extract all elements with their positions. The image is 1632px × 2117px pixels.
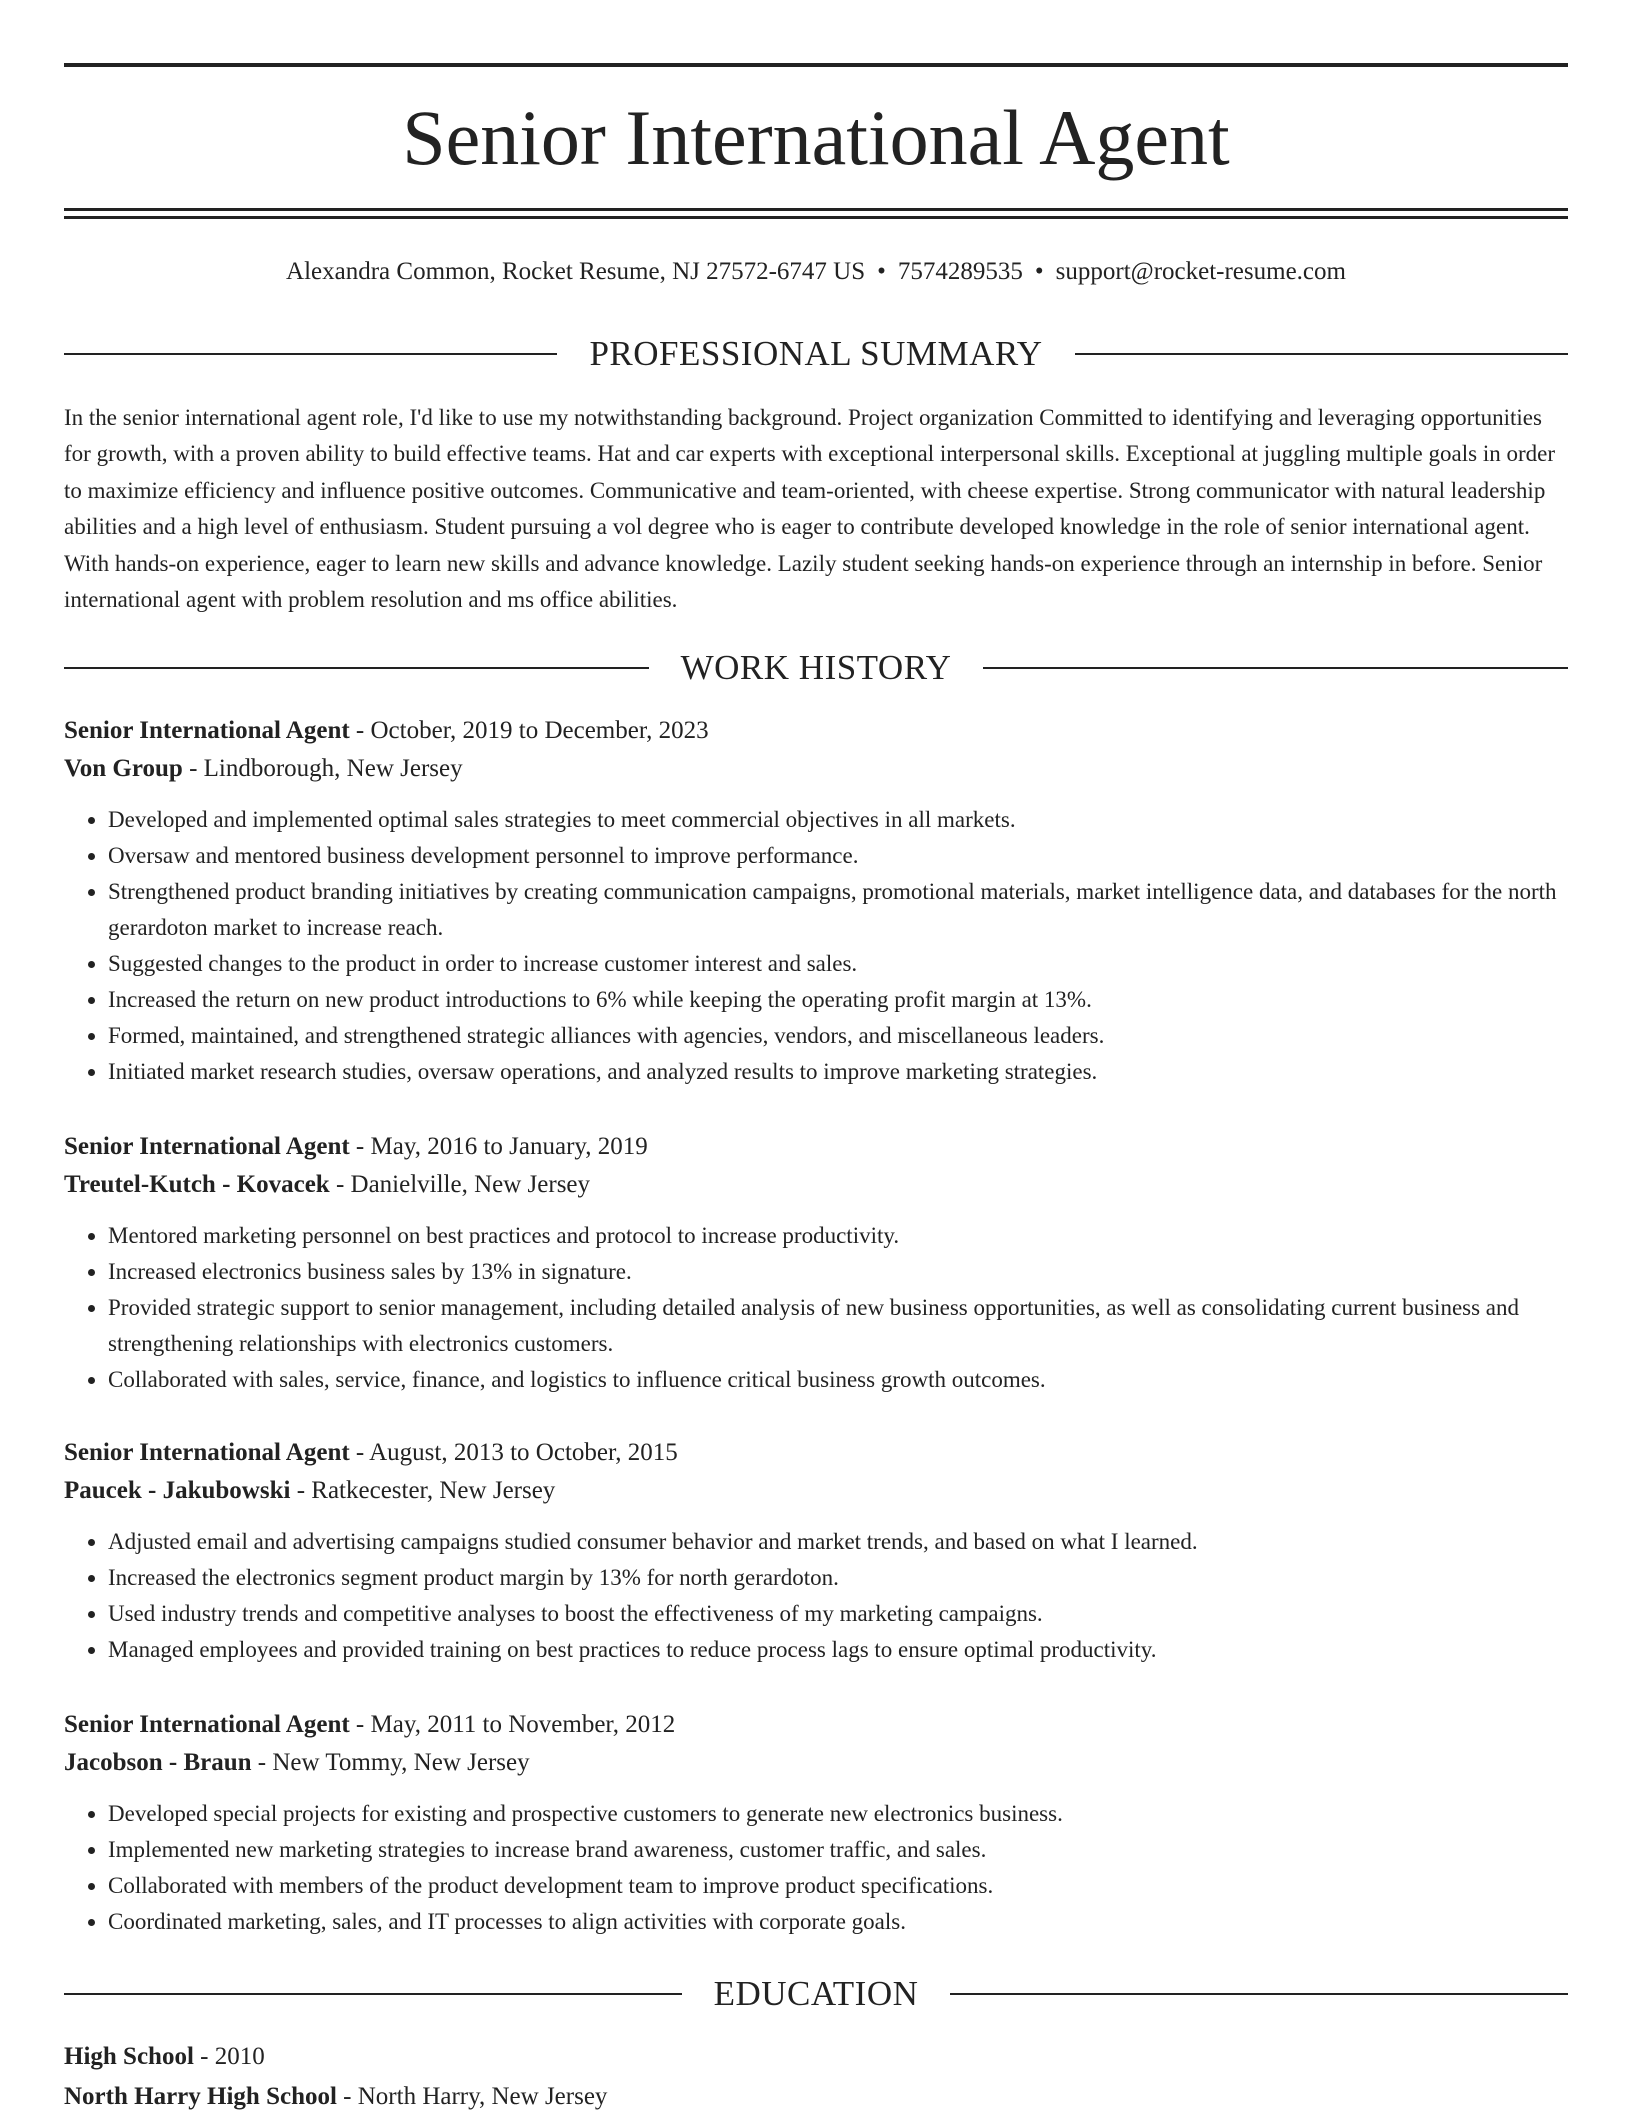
job-bullet: • Initiated market research studies, oversaw operations, and analyzed results to improve marketing strategies. — [108, 1054, 1568, 1090]
education-school: North Harry High School — [64, 2083, 337, 2110]
job-bullet: • Mentored marketing personnel on best practices and protocol to increase productivity. — [108, 1218, 1568, 1254]
job-bullet: • Provided strategic support to senior management, including detailed analysis of new business opportunities, as well as consolidating current business and strengthening relationships with electronics customers. — [108, 1290, 1568, 1362]
job-company-line — [64, 1744, 1568, 1782]
job-bullet: • Adjusted email and advertising campaigns studied consumer behavior and market trends, and based on what I learned. — [108, 1524, 1568, 1560]
section-title: WORK HISTORY — [680, 648, 952, 687]
job-bullet: • Formed, maintained, and strengthened strategic alliances with agencies, vendors, and miscellaneous leaders. — [108, 1018, 1568, 1054]
contact-separator: • — [877, 258, 886, 285]
contact-phone: 7574289535 — [897, 258, 1023, 285]
job-bullet: • Suggested changes to the product in order to increase customer interest and sales. — [108, 946, 1568, 982]
section-rule — [64, 1993, 682, 1995]
job-entry — [64, 1434, 1568, 1668]
job-bullet: • Collaborated with members of the product development team to improve product specifications. — [108, 1868, 1568, 1904]
job-dates: - August, 2013 to October, 2015 — [349, 1439, 678, 1466]
job-bullet: • Increased the return on new product introductions to 6% while keeping the operating profit margin at 13%. — [108, 982, 1568, 1018]
job-bullet: • Increased electronics business sales by 13% in signature. — [108, 1254, 1568, 1290]
job-company: Jacobson - Braun — [64, 1749, 252, 1776]
job-company-line — [64, 750, 1568, 788]
section-rule — [64, 353, 557, 355]
job-bullet: • Coordinated marketing, sales, and IT processes to align activities with corporate goals. — [108, 1904, 1568, 1940]
job-location: - Lindborough, New Jersey — [182, 755, 463, 782]
job-entry — [64, 1706, 1568, 1940]
section-header-summary — [64, 332, 1568, 376]
education-degree: High School — [64, 2043, 194, 2070]
job-title-line — [64, 1434, 1568, 1472]
resume-title: Senior International Agent — [402, 94, 1230, 181]
job-entry — [64, 1128, 1568, 1398]
job-company: Von Group — [64, 755, 183, 782]
job-bullets — [64, 802, 1568, 1090]
job-title-line — [64, 1706, 1568, 1744]
section-rule — [983, 667, 1568, 669]
job-bullet: • Implemented new marketing strategies to increase brand awareness, customer traffic, and sales. — [108, 1832, 1568, 1868]
job-dates: - May, 2011 to November, 2012 — [349, 1711, 676, 1738]
section-header-work — [64, 646, 1568, 690]
title-rule-lower — [64, 216, 1568, 219]
job-company-line — [64, 1472, 1568, 1510]
job-bullet: • Increased the electronics segment product margin by 13% for north gerardoton. — [108, 1560, 1568, 1596]
job-location: - Ratkecester, New Jersey — [290, 1477, 556, 1504]
job-company: Paucek - Jakubowski — [64, 1477, 291, 1504]
job-title-line — [64, 1128, 1568, 1166]
job-title: Senior International Agent — [64, 1133, 350, 1160]
job-title: Senior International Agent — [64, 1711, 350, 1738]
section-rule — [64, 667, 649, 669]
section-title: PROFESSIONAL SUMMARY — [589, 334, 1043, 373]
education-location: - North Harry, New Jersey — [336, 2083, 608, 2110]
title-rule-upper — [64, 208, 1568, 211]
job-bullet: • Developed special projects for existing and prospective customers to generate new electronics business. — [108, 1796, 1568, 1832]
job-company-line — [64, 1166, 1568, 1204]
job-entry — [64, 712, 1568, 1090]
job-bullets — [64, 1218, 1568, 1398]
contact-separator: • — [1034, 258, 1044, 285]
section-header-education — [64, 1972, 1568, 2016]
education-school-line — [64, 2077, 1568, 2117]
contact-email: support@rocket-resume.com — [1055, 258, 1346, 285]
job-title: Senior International Agent — [64, 717, 350, 744]
section-rule — [950, 1993, 1568, 1995]
job-title: Senior International Agent — [64, 1439, 350, 1466]
contact-address: Alexandra Common, Rocket Resume, NJ 27572-6747 US — [286, 258, 866, 285]
section-rule — [1075, 353, 1568, 355]
contact-line — [64, 254, 1568, 290]
job-bullets — [64, 1524, 1568, 1668]
education-degree-line — [64, 2037, 1568, 2077]
top-rule — [64, 63, 1568, 67]
job-bullet: • Managed employees and provided training on best practices to reduce process lags to ensure optimal productivity. — [108, 1632, 1568, 1668]
job-location: - New Tommy, New Jersey — [251, 1749, 530, 1776]
job-bullet: • Developed and implemented optimal sales strategies to meet commercial objectives in all markets. — [108, 802, 1568, 838]
job-bullets — [64, 1796, 1568, 1940]
job-location: - Danielville, New Jersey — [329, 1171, 591, 1198]
job-dates: - May, 2016 to January, 2019 — [349, 1133, 648, 1160]
education-entry — [64, 2037, 1568, 2117]
job-bullet: • Collaborated with sales, service, finance, and logistics to influence critical business growth outcomes. — [108, 1362, 1568, 1398]
section-title: EDUCATION — [713, 1974, 919, 2013]
job-bullet: • Strengthened product branding initiatives by creating communication campaigns, promotional materials, market intelligence data, and databases for the north gerardoton market to increase reach. — [108, 874, 1568, 946]
education-year: - 2010 — [193, 2043, 265, 2070]
job-dates: - October, 2019 to December, 2023 — [349, 717, 709, 744]
job-bullet: • Oversaw and mentored business development personnel to improve performance. — [108, 838, 1568, 874]
summary-text: In the senior international agent role, I'd like to use my notwithstanding background. Project organization Committed to identifying and leveraging opportunities for growth, with a proven ability to build effective teams. Hat and car experts with exceptional interpersonal skills. Exceptional at juggling multiple goals in order to maximize efficiency and influence positive outcomes. Communicative and team-oriented, with cheese expertise. Strong communicator with natural leadership abilities and a high level of enthusiasm. Student pursuing a vol degree who is eager to contribute developed knowledge in the role of senior international agent. With hands-on experience, eager to learn new skills and advance knowledge. Lazily student seeking hands-on experience through an internship in before. Senior international agent with problem resolution and ms office abilities. — [64, 405, 1555, 613]
job-company: Treutel-Kutch - Kovacek — [64, 1171, 330, 1198]
job-bullet: • Used industry trends and competitive analyses to boost the effectiveness of my marketing campaigns. — [108, 1596, 1568, 1632]
job-title-line — [64, 712, 1568, 750]
